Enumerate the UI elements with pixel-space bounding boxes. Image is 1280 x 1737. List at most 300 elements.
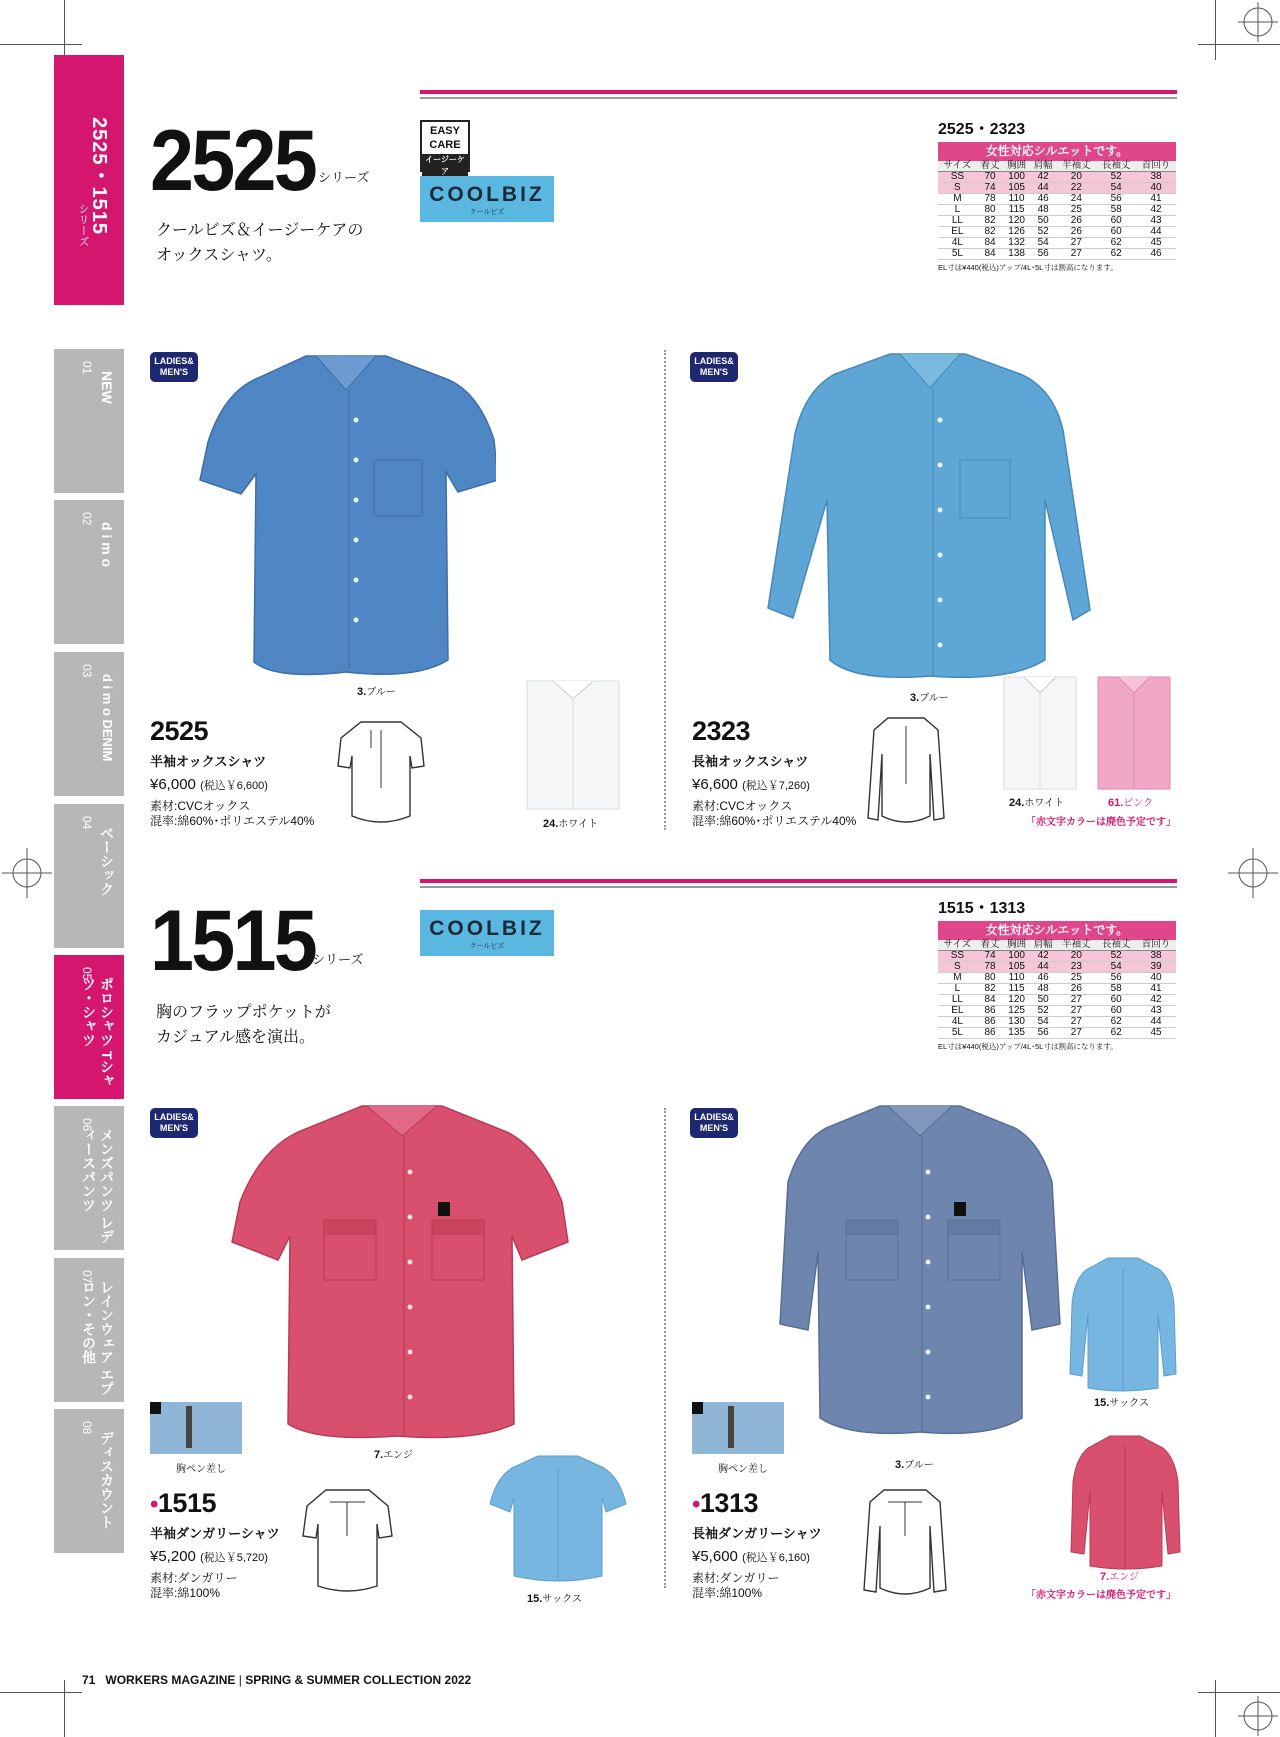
size-cell: 132 bbox=[1003, 238, 1030, 249]
size-table bbox=[938, 940, 1176, 1039]
size-cell: 20 bbox=[1056, 951, 1096, 962]
crop-mark bbox=[1198, 44, 1280, 45]
size-table-row bbox=[938, 1028, 1176, 1039]
product-info-2323 bbox=[692, 718, 856, 829]
product-name: 長袖ダンガリーシャツ bbox=[692, 1526, 822, 1541]
logo-text: イージーケア bbox=[422, 154, 468, 178]
nav-label: メンズパンツ レディースパンツ bbox=[81, 1128, 115, 1244]
size-table-row bbox=[938, 962, 1176, 973]
series-description bbox=[156, 1000, 331, 1050]
product-name: 長袖オックスシャツ bbox=[692, 754, 809, 769]
product-name: 半袖オックスシャツ bbox=[150, 754, 267, 769]
size-column-header: 首回り bbox=[1136, 161, 1176, 172]
size-cell: 84 bbox=[977, 238, 1004, 249]
size-column-header: 胸囲 bbox=[1003, 940, 1030, 951]
color-caption bbox=[910, 689, 949, 704]
nav-num: 03 bbox=[80, 664, 94, 678]
detail-caption: 胸ペン差し bbox=[176, 1464, 226, 1475]
product-price bbox=[150, 776, 314, 793]
logo-text: COOLBIZ bbox=[429, 917, 545, 940]
product-number: •1515 bbox=[150, 1488, 216, 1518]
size-column-header: 半袖丈 bbox=[1056, 940, 1096, 951]
crop-mark bbox=[0, 1692, 82, 1693]
size-cell: 60 bbox=[1096, 995, 1136, 1006]
size-cell: 110 bbox=[1003, 973, 1030, 984]
color-number: 24. bbox=[543, 818, 559, 830]
size-cell: 40 bbox=[1136, 183, 1176, 194]
back-view-sketch bbox=[866, 714, 946, 832]
divider bbox=[664, 1108, 666, 1588]
size-cell: 78 bbox=[977, 194, 1004, 205]
pen-pocket-detail-image bbox=[150, 1402, 242, 1454]
size-cell: 105 bbox=[1003, 962, 1030, 973]
back-view-sketch bbox=[860, 1486, 950, 1604]
size-cell: 5L bbox=[938, 249, 977, 260]
nav-label: NEW bbox=[99, 371, 115, 404]
series-tab bbox=[54, 55, 124, 305]
size-cell: 39 bbox=[1136, 962, 1176, 973]
nav-tab-rainwear[interactable] bbox=[54, 1258, 124, 1402]
product-info-1515 bbox=[150, 1490, 280, 1601]
size-cell: 24 bbox=[1056, 194, 1096, 205]
discontinued-note: 「赤文字カラーは廃色予定です」 bbox=[1026, 1590, 1176, 1601]
color-name: エンジ bbox=[383, 1450, 413, 1461]
size-table-row bbox=[938, 973, 1176, 984]
size-cell: 56 bbox=[1096, 194, 1136, 205]
badge-text: MEN'S bbox=[699, 1123, 729, 1133]
size-cell: 56 bbox=[1030, 1028, 1057, 1039]
color-caption bbox=[1108, 794, 1153, 809]
logo-text: EASY bbox=[430, 125, 460, 137]
size-cell: SS bbox=[938, 951, 977, 962]
ladies-mens-badge bbox=[150, 1108, 198, 1138]
logo-text: クールビズ bbox=[469, 209, 505, 216]
price-tax: (税込￥6,600) bbox=[200, 780, 268, 792]
size-cell: 25 bbox=[1056, 973, 1096, 984]
registration-mark bbox=[1228, 848, 1278, 898]
size-cell: 40 bbox=[1136, 973, 1176, 984]
size-table-note: EL寸は¥440(税込)アップ/4L･5L寸は割高になります。 bbox=[938, 1042, 1118, 1052]
logo-text: クールビズ bbox=[469, 943, 505, 950]
size-cell: 62 bbox=[1096, 1028, 1136, 1039]
product-info-2525 bbox=[150, 718, 314, 829]
nav-tab-polo-shirts[interactable] bbox=[54, 955, 124, 1099]
easycare-logo bbox=[420, 120, 470, 176]
desc-line: クールビズ＆イージーケアの bbox=[156, 222, 364, 239]
nav-label: ポロシャツ Tシャツ・シャツ bbox=[81, 977, 115, 1088]
size-table-row bbox=[938, 194, 1176, 205]
size-cell: 138 bbox=[1003, 249, 1030, 260]
size-cell: 60 bbox=[1096, 227, 1136, 238]
size-table bbox=[938, 161, 1176, 260]
crop-mark bbox=[0, 44, 82, 45]
size-cell: 27 bbox=[1056, 238, 1096, 249]
size-cell: 42 bbox=[1030, 172, 1057, 183]
size-cell: 62 bbox=[1096, 249, 1136, 260]
badge-text: LADIES& bbox=[154, 1112, 194, 1122]
size-cell: 82 bbox=[977, 984, 1004, 995]
size-cell: 60 bbox=[1096, 1006, 1136, 1017]
size-table-row bbox=[938, 227, 1176, 238]
size-cell: 46 bbox=[1030, 194, 1057, 205]
size-cell: 26 bbox=[1056, 984, 1096, 995]
price-value: ¥5,600 bbox=[692, 1548, 738, 1565]
badge-text: LADIES& bbox=[694, 1112, 734, 1122]
nav-label: d i m o DENIM bbox=[100, 674, 115, 762]
color-caption bbox=[374, 1446, 413, 1461]
size-cell: 62 bbox=[1096, 238, 1136, 249]
price-value: ¥5,200 bbox=[150, 1548, 196, 1565]
material-line: 混率:綿100% bbox=[150, 1586, 221, 1600]
size-cell: 42 bbox=[1030, 951, 1057, 962]
nav-label: ディスカウント bbox=[99, 1431, 115, 1529]
size-cell: EL bbox=[938, 227, 977, 238]
size-column-header: 首回り bbox=[1136, 940, 1176, 951]
color-number: 61. bbox=[1108, 797, 1124, 809]
size-table-row bbox=[938, 172, 1176, 183]
material-line: 素材:ダンガリー bbox=[150, 1571, 238, 1585]
size-cell: 27 bbox=[1056, 995, 1096, 1006]
size-column-header: 胸囲 bbox=[1003, 161, 1030, 172]
size-column-header: 肩幅 bbox=[1030, 161, 1057, 172]
product-price bbox=[692, 1548, 822, 1565]
desc-line: 胸のフラップポケットが bbox=[156, 1004, 331, 1021]
product-number: 2525 bbox=[150, 716, 209, 746]
size-cell: 44 bbox=[1136, 1017, 1176, 1028]
coolbiz-logo bbox=[420, 176, 554, 222]
registration-mark bbox=[1238, 1696, 1278, 1736]
size-cell: M bbox=[938, 194, 977, 205]
ladies-mens-badge bbox=[690, 1108, 738, 1138]
series-suffix: シリーズ bbox=[318, 170, 370, 185]
color-name: ブルー bbox=[904, 1460, 934, 1471]
size-cell: 80 bbox=[977, 973, 1004, 984]
size-cell: 110 bbox=[1003, 194, 1030, 205]
size-cell: 26 bbox=[1056, 216, 1096, 227]
page-footer bbox=[82, 1673, 471, 1687]
shirt-1313-sax-image bbox=[1068, 1254, 1178, 1394]
size-cell: 27 bbox=[1056, 249, 1096, 260]
price-value: ¥6,600 bbox=[692, 776, 738, 793]
material-line: 混率:綿100% bbox=[692, 1586, 763, 1600]
size-cell: 54 bbox=[1030, 238, 1057, 249]
nav-num: 08 bbox=[80, 1421, 94, 1435]
size-cell: 27 bbox=[1056, 1028, 1096, 1039]
shirt-1313-blue-image bbox=[770, 1102, 1070, 1442]
size-table-2525 bbox=[938, 116, 1176, 273]
size-table-row bbox=[938, 1006, 1176, 1017]
color-caption bbox=[543, 815, 598, 830]
product-price bbox=[150, 1548, 280, 1565]
size-cell: 84 bbox=[977, 249, 1004, 260]
size-table-head: 女性対応シルエットです。 bbox=[938, 142, 1176, 161]
size-table-header-row bbox=[938, 940, 1176, 951]
header-rule bbox=[420, 879, 1177, 883]
size-cell: 48 bbox=[1030, 205, 1057, 216]
color-caption bbox=[357, 683, 396, 698]
ladies-mens-badge bbox=[690, 352, 738, 382]
size-table-row bbox=[938, 984, 1176, 995]
header-rule-gray bbox=[420, 97, 1177, 99]
color-caption bbox=[1009, 794, 1064, 809]
size-cell: 5L bbox=[938, 1028, 977, 1039]
back-view-sketch bbox=[336, 718, 426, 828]
product-info-1313 bbox=[692, 1490, 822, 1601]
size-cell: 4L bbox=[938, 1017, 977, 1028]
size-cell: 26 bbox=[1056, 227, 1096, 238]
footer-collection: SPRING & SUMMER COLLECTION 2022 bbox=[245, 1673, 472, 1687]
size-cell: 126 bbox=[1003, 227, 1030, 238]
size-table-row bbox=[938, 1017, 1176, 1028]
series-tab-title: 2525・1515 bbox=[88, 117, 110, 235]
size-table-head: 女性対応シルエットです。 bbox=[938, 921, 1176, 940]
color-name: サックス bbox=[542, 1594, 582, 1605]
shirt-2323-blue-image bbox=[765, 350, 1095, 690]
nav-num: 01 bbox=[80, 361, 94, 375]
product-number-value: 1313 bbox=[699, 1488, 758, 1518]
size-cell: 125 bbox=[1003, 1006, 1030, 1017]
shirt-2323-white-image bbox=[1000, 673, 1080, 791]
detail-caption: 胸ペン差し bbox=[718, 1464, 768, 1475]
color-name: ピンク bbox=[1123, 798, 1154, 809]
size-cell: S bbox=[938, 183, 977, 194]
size-cell: 120 bbox=[1003, 995, 1030, 1006]
series-tab-sub: シリーズ bbox=[77, 203, 89, 247]
size-column-header: サイズ bbox=[938, 161, 977, 172]
badge-text: LADIES& bbox=[694, 356, 734, 366]
size-cell: 115 bbox=[1003, 205, 1030, 216]
size-table-row bbox=[938, 183, 1176, 194]
size-table-row bbox=[938, 216, 1176, 227]
size-column-header: 着丈 bbox=[977, 940, 1004, 951]
size-cell: 70 bbox=[977, 172, 1004, 183]
size-cell: L bbox=[938, 205, 977, 216]
crop-mark bbox=[64, 0, 65, 60]
nav-tab-discount[interactable] bbox=[54, 1409, 124, 1553]
header-rule-gray bbox=[420, 886, 1177, 888]
color-caption bbox=[1094, 1394, 1149, 1409]
size-cell: 42 bbox=[1136, 205, 1176, 216]
badge-text: MEN'S bbox=[699, 367, 729, 377]
crop-mark bbox=[1198, 1692, 1280, 1693]
shirt-1515-red-image bbox=[222, 1102, 582, 1442]
product-number: •1313 bbox=[692, 1488, 758, 1518]
size-cell: 23 bbox=[1056, 962, 1096, 973]
material-line: 素材:ダンガリー bbox=[692, 1571, 780, 1585]
nav-tab-dimo-denim[interactable] bbox=[54, 652, 124, 796]
nav-label: レインウェア エプロン・その他 bbox=[81, 1280, 115, 1396]
product-name: 半袖ダンガリーシャツ bbox=[150, 1526, 280, 1541]
size-cell: 45 bbox=[1136, 1028, 1176, 1039]
color-number: 3. bbox=[895, 1459, 905, 1471]
size-cell: 54 bbox=[1096, 183, 1136, 194]
size-cell: 86 bbox=[977, 1017, 1004, 1028]
size-cell: 120 bbox=[1003, 216, 1030, 227]
material-line: 素材:CVCオックス bbox=[692, 799, 793, 813]
size-cell: 4L bbox=[938, 238, 977, 249]
footer-separator: | bbox=[238, 1673, 242, 1687]
size-cell: 86 bbox=[977, 1028, 1004, 1039]
size-column-header: 長袖丈 bbox=[1096, 161, 1136, 172]
size-cell: 56 bbox=[1096, 973, 1136, 984]
price-value: ¥6,000 bbox=[150, 776, 196, 793]
size-cell: 115 bbox=[1003, 984, 1030, 995]
size-cell: 78 bbox=[977, 962, 1004, 973]
size-table-title: 2525・2323 bbox=[938, 121, 1026, 138]
price-tax: (税込￥6,160) bbox=[742, 1552, 810, 1564]
size-cell: 60 bbox=[1096, 216, 1136, 227]
size-cell: 44 bbox=[1136, 227, 1176, 238]
product-material bbox=[692, 1571, 822, 1601]
color-number: 3. bbox=[357, 686, 367, 698]
badge-text: MEN'S bbox=[159, 367, 189, 377]
size-cell: 46 bbox=[1030, 973, 1057, 984]
crop-mark bbox=[64, 1680, 65, 1737]
size-table-row bbox=[938, 205, 1176, 216]
registration-mark bbox=[2, 848, 52, 898]
size-table-row bbox=[938, 249, 1176, 260]
shirt-2323-pink-image bbox=[1094, 673, 1174, 791]
size-cell: 41 bbox=[1136, 984, 1176, 995]
size-cell: 50 bbox=[1030, 216, 1057, 227]
size-cell: 82 bbox=[977, 216, 1004, 227]
size-table-note: EL寸は¥440(税込)アップ/4L･5L寸は割高になります。 bbox=[938, 263, 1118, 273]
color-number: 7. bbox=[1100, 1571, 1110, 1583]
nav-num: 06 bbox=[80, 1118, 94, 1132]
color-name: ブルー bbox=[919, 693, 949, 704]
size-column-header: 半袖丈 bbox=[1056, 161, 1096, 172]
series-number: 2525 bbox=[150, 113, 315, 209]
nav-label: d i m o bbox=[99, 522, 115, 568]
size-cell: SS bbox=[938, 172, 977, 183]
shirt-2525-blue-image bbox=[196, 350, 496, 680]
registration-mark bbox=[1238, 2, 1278, 42]
product-material bbox=[150, 799, 314, 829]
size-cell: 56 bbox=[1030, 249, 1057, 260]
nav-tab-dimo[interactable] bbox=[54, 500, 124, 644]
nav-tab-basic[interactable] bbox=[54, 804, 124, 948]
size-cell: 135 bbox=[1003, 1028, 1030, 1039]
size-cell: 46 bbox=[1136, 249, 1176, 260]
size-cell: 20 bbox=[1056, 172, 1096, 183]
discontinued-note: 「赤文字カラーは廃色予定です」 bbox=[1026, 817, 1176, 828]
crop-mark bbox=[1215, 0, 1216, 60]
size-cell: EL bbox=[938, 1006, 977, 1017]
size-cell: L bbox=[938, 984, 977, 995]
nav-label: ベーシック bbox=[99, 826, 115, 896]
size-table-title: 1515・1313 bbox=[938, 900, 1026, 917]
divider bbox=[664, 350, 666, 830]
color-name: エンジ bbox=[1109, 1572, 1139, 1583]
color-name: ホワイト bbox=[1024, 798, 1064, 809]
nav-num: 02 bbox=[80, 512, 94, 526]
size-cell: LL bbox=[938, 995, 977, 1006]
size-cell: 54 bbox=[1096, 962, 1136, 973]
size-cell: 50 bbox=[1030, 995, 1057, 1006]
badge-text: MEN'S bbox=[159, 1123, 189, 1133]
size-cell: 43 bbox=[1136, 1006, 1176, 1017]
size-cell: 58 bbox=[1096, 205, 1136, 216]
color-number: 15. bbox=[1094, 1397, 1110, 1409]
size-cell: 54 bbox=[1030, 1017, 1057, 1028]
size-cell: 38 bbox=[1136, 951, 1176, 962]
shirt-1313-red-image bbox=[1068, 1432, 1183, 1572]
size-cell: 43 bbox=[1136, 216, 1176, 227]
badge-text: LADIES& bbox=[154, 356, 194, 366]
size-table-row bbox=[938, 995, 1176, 1006]
crop-mark bbox=[1215, 1680, 1216, 1737]
size-cell: 52 bbox=[1030, 1006, 1057, 1017]
product-number: 2323 bbox=[692, 716, 751, 746]
nav-tab-new[interactable] bbox=[54, 349, 124, 493]
size-column-header: 肩幅 bbox=[1030, 940, 1057, 951]
color-name: ブルー bbox=[366, 687, 396, 698]
size-cell: 100 bbox=[1003, 172, 1030, 183]
pen-pocket-detail-image bbox=[692, 1402, 784, 1454]
header-rule bbox=[420, 90, 1177, 94]
back-view-sketch bbox=[300, 1486, 395, 1596]
product-number-value: 1515 bbox=[157, 1488, 216, 1518]
coolbiz-logo bbox=[420, 910, 554, 956]
color-number: 15. bbox=[527, 1593, 543, 1605]
size-cell: 22 bbox=[1056, 183, 1096, 194]
size-cell: 44 bbox=[1030, 962, 1057, 973]
size-cell: LL bbox=[938, 216, 977, 227]
series-suffix: シリーズ bbox=[312, 952, 364, 967]
series-description bbox=[156, 218, 363, 268]
shirt-1515-sax-image bbox=[488, 1452, 628, 1582]
footer-title: WORKERS MAGAZINE bbox=[105, 1673, 236, 1687]
size-cell: 105 bbox=[1003, 183, 1030, 194]
nav-num: 07 bbox=[80, 1270, 94, 1284]
size-table-header-row bbox=[938, 161, 1176, 172]
size-cell: 42 bbox=[1136, 995, 1176, 1006]
size-cell: 25 bbox=[1056, 205, 1096, 216]
color-caption bbox=[527, 1590, 582, 1605]
color-name: サックス bbox=[1109, 1398, 1149, 1409]
size-cell: 62 bbox=[1096, 1017, 1136, 1028]
logo-text: CARE bbox=[429, 139, 461, 151]
color-caption bbox=[895, 1456, 934, 1471]
size-cell: 44 bbox=[1030, 183, 1057, 194]
size-cell: 45 bbox=[1136, 238, 1176, 249]
size-table-row bbox=[938, 951, 1176, 962]
color-number: 24. bbox=[1009, 797, 1025, 809]
desc-line: オックスシャツ。 bbox=[156, 247, 282, 264]
size-cell: 52 bbox=[1096, 172, 1136, 183]
size-cell: 74 bbox=[977, 183, 1004, 194]
size-cell: 86 bbox=[977, 1006, 1004, 1017]
size-cell: 52 bbox=[1096, 951, 1136, 962]
size-cell: 74 bbox=[977, 951, 1004, 962]
logo-text: COOLBIZ bbox=[429, 183, 545, 206]
shirt-2525-white-image bbox=[523, 675, 623, 811]
series-number: 1515 bbox=[150, 893, 315, 989]
size-cell: 27 bbox=[1056, 1017, 1096, 1028]
size-cell: M bbox=[938, 973, 977, 984]
nav-tab-pants[interactable] bbox=[54, 1106, 124, 1250]
product-price bbox=[692, 776, 856, 793]
page-number: 71 bbox=[82, 1673, 96, 1687]
size-cell: S bbox=[938, 962, 977, 973]
size-cell: 38 bbox=[1136, 172, 1176, 183]
size-cell: 48 bbox=[1030, 984, 1057, 995]
size-cell: 41 bbox=[1136, 194, 1176, 205]
size-table-1515 bbox=[938, 895, 1176, 1052]
product-material bbox=[150, 1571, 280, 1601]
size-column-header: サイズ bbox=[938, 940, 977, 951]
material-line: 混率:綿60%･ポリエステル40% bbox=[150, 814, 315, 828]
